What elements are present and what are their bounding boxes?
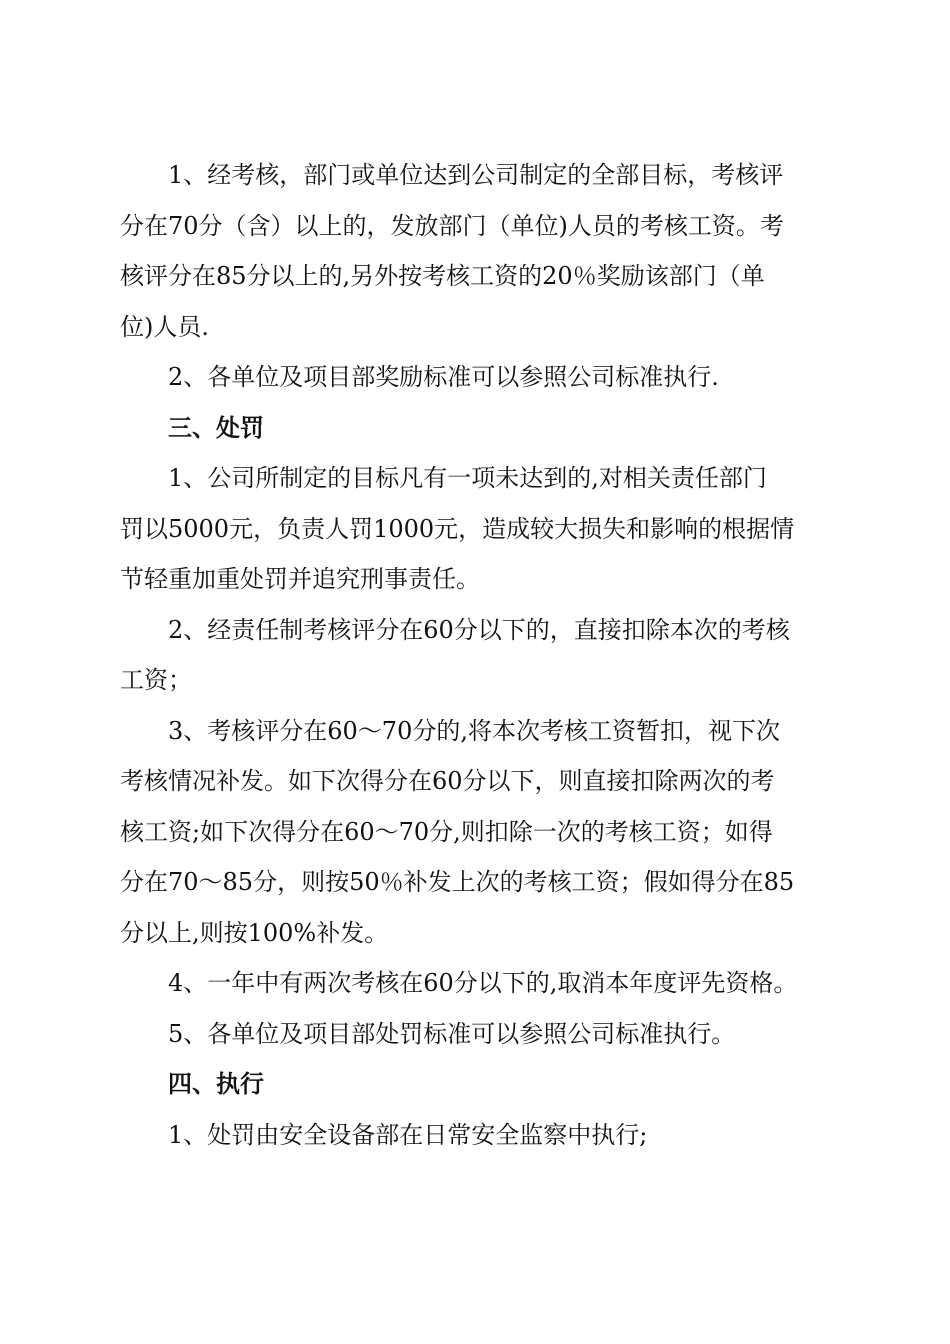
paragraph-line-penalty-2-cont: 工资； — [120, 666, 192, 694]
paragraph-line-reward-1-cont: 分在70分（含）以上的，发放部门（单位)人员的考核工资。考 — [120, 211, 784, 240]
paragraph-line-penalty-1-cont: 罚以5000元，负责人罚1000元，造成较大损失和影响的根据情 — [120, 514, 795, 543]
paragraph-line-reward-1: 1、经考核，部门或单位达到公司制定的全部目标，考核评 — [168, 161, 784, 189]
section-heading-execution: 四、执行 — [168, 1069, 264, 1098]
section-heading-penalty: 三、处罚 — [168, 412, 264, 442]
paragraph-line-penalty-1-cont: 节轻重加重处罚并追究刑事责任。 — [120, 565, 480, 593]
paragraph-line-penalty-3: 3、考核评分在60～70分的,将本次考核工资暂扣，视下次 — [168, 716, 780, 745]
paragraph-line-execution-1: 1、处罚由安全设备部在日常安全监察中执行; — [168, 1120, 648, 1149]
paragraph-line-penalty-1: 1、公司所制定的目标凡有一项未达到的,对相关责任部门 — [168, 464, 767, 492]
paragraph-line-penalty-4: 4、一年中有两次考核在60分以下的,取消本年度评先资格。 — [168, 969, 798, 997]
paragraph-line-penalty-3-cont: 分以上,则按100%补发。 — [120, 918, 389, 947]
paragraph-line-penalty-3-cont: 考核情况补发。如下次得分在60分以下，则直接扣除两次的考 — [120, 767, 775, 795]
paragraph-line-penalty-3-cont: 分在70～85分，则按50％补发上次的考核工资；假如得分在85 — [120, 868, 795, 896]
paragraph-line-penalty-5: 5、各单位及项目部处罚标准可以参照公司标准执行。 — [168, 1019, 736, 1048]
paragraph-line-penalty-3-cont: 核工资;如下次得分在60～70分,则扣除一次的考核工资；如得 — [120, 817, 773, 846]
paragraph-line-penalty-2: 2、经责任制考核评分在60分以下的，直接扣除本次的考核 — [168, 615, 790, 644]
paragraph-line-reward-1-cont: 核评分在85分以上的,另外按考核工资的20％奖励该部门（单 — [120, 262, 765, 290]
paragraph-line-reward-2: 2、各单位及项目部奖励标准可以参照公司标准执行. — [168, 363, 719, 391]
document-page — [120, 150, 838, 1160]
paragraph-line-reward-1-cont: 位)人员. — [120, 312, 209, 341]
